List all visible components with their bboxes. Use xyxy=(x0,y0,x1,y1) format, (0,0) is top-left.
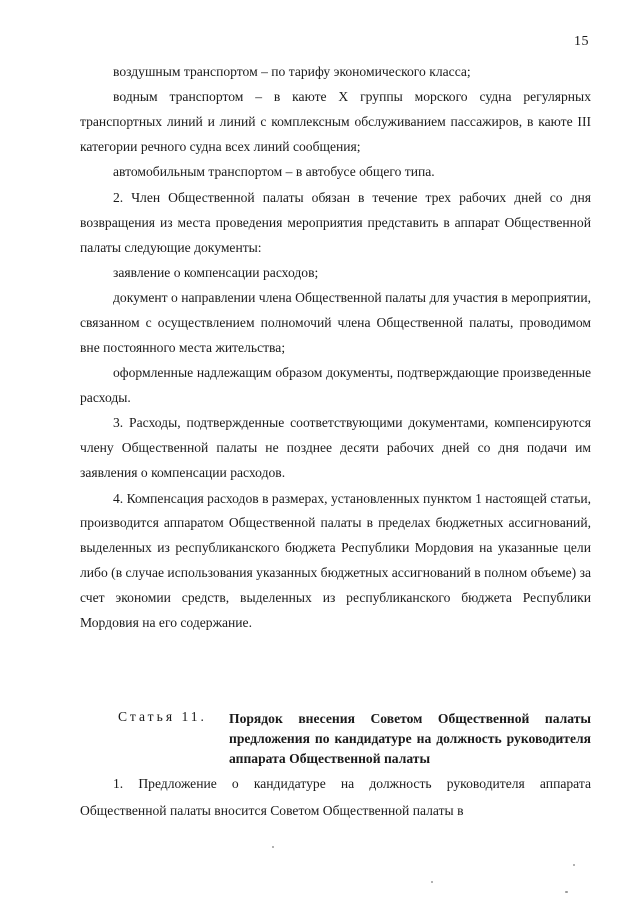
paragraph-water-transport: водным транспортом – в каюте X группы морского судна регулярных транспортных линий и линий с комплексным обслуживанием пассажиров, в каюте III категории речного судна всех линий сообщения; xyxy=(80,89,591,155)
paragraph-point-2: 2. Член Общественной палаты обязан в течение трех рабочих дней со дня возвращения из места проведения мероприятия представить в аппарат Общественной палаты следующие документы: xyxy=(80,189,591,255)
paragraph-expense-documents: оформленные надлежащим образом документы, подтверждающие произведенные расходы. xyxy=(80,365,591,406)
article-title: Порядок внесения Советом Общественной палаты предложения по кандидатуре на должность руководителя аппарата Общественной палаты xyxy=(229,711,591,766)
page-number: 15 xyxy=(574,34,589,49)
paragraph-article-11-point-1: 1. Предложение о кандидатуре на должность руководителя аппарата Общественной палаты вносится Советом Общественной палаты в xyxy=(80,776,591,818)
paragraph-assignment-document: документ о направлении члена Общественной палаты для участия в мероприятии, связанном с осуществлением полномочий члена Общественной палаты, проводимом вне постоянного места жительства; xyxy=(80,290,591,355)
body-text xyxy=(80,60,591,636)
paragraph-air-transport: воздушным транспортом – по тарифу экономического класса; xyxy=(113,64,471,79)
article-body xyxy=(80,770,591,824)
paragraph-point-4: 4. Компенсация расходов в размерах, установленных пунктом 1 настоящей статьи, производится аппаратом Общественной палаты в пределах бюджетных ассигнований, выделенных из республиканского бюджета Республики Мордовия на указанные цели либо (в случае использования указанных бюджетных ассигнований в полном объеме) за счет экономии средств, выделенных из республиканского бюджета Республики Мордовия на его содержание. xyxy=(80,490,591,631)
scan-speck xyxy=(431,881,433,883)
scan-speck xyxy=(573,864,575,866)
paragraph-compensation-application: заявление о компенсации расходов; xyxy=(113,264,319,280)
article-label: Статья 11. xyxy=(118,709,207,724)
scan-speck xyxy=(272,846,274,848)
paragraph-point-3: 3. Расходы, подтвержденные соответствующими документами, компенсируются члену Общественной палаты не позднее десяти рабочих дней со дня подачи им заявления о компенсации расходов. xyxy=(80,415,591,481)
paragraph-auto-transport: автомобильным транспортом – в автобусе общего типа. xyxy=(113,164,435,180)
scan-speck xyxy=(565,891,568,893)
